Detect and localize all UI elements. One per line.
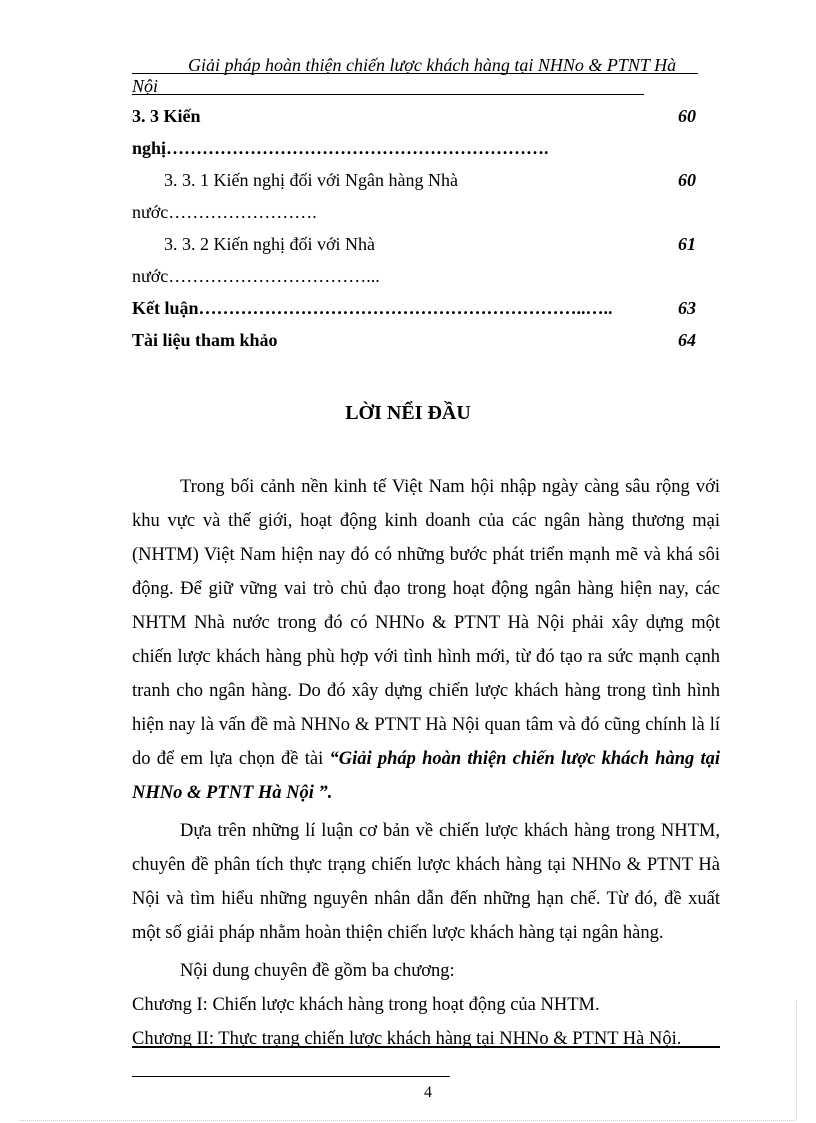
header-rule-2 <box>132 94 644 95</box>
toc-entry-3-3-page: 60 <box>678 106 696 126</box>
chapter-1-line: Chương I: Chiến lược khách hàng trong hoạt động của NHTM. <box>132 995 600 1015</box>
toc-entry-3-3-title: 3. 3 Kiến <box>132 106 201 126</box>
page-edge-right <box>796 1000 797 1120</box>
running-header-line2: Nội <box>132 76 159 96</box>
chapter-2-line: Chương II: Thực trạng chiến lược khách hàng tại NHNo & PTNT Hà Nội. <box>132 1029 682 1049</box>
toc-entry-3-3-2-page: 61 <box>678 234 696 254</box>
toc-entry-3-3-2-leader: nước……………………………... <box>132 266 380 286</box>
toc-entry-3-3-1-leader: nước……………………. <box>132 202 317 222</box>
toc-entry-3-3-1-page: 60 <box>678 170 696 190</box>
page-number: 4 <box>424 1084 432 1101</box>
footer-rule-short <box>132 1076 450 1077</box>
running-header-line1: Giải pháp hoàn thiện chiến lược khách hàng tại NHNo & PTNT Hà <box>188 55 677 75</box>
toc-entry-tai-lieu: Tài liệu tham khảo <box>132 330 278 350</box>
paragraph-2: Dựa trên những lí luận cơ bản về chiến lược khách hàng trong NHTM, chuyên đề phân tích thực trạng chiến lược khách hàng tại NHNo & PTNT Hà Nội và tìm hiểu những nguyên nhân dẫn đến những hạn chế. Từ đó, đề xuất một số giải pháp nhằm hoàn thiện chiến lược khách hàng tại ngân hàng. <box>132 821 720 943</box>
paragraph-1 <box>132 470 720 810</box>
toc-entry-3-3-1-title: 3. 3. 1 Kiến nghị đối với Ngân hàng Nhà <box>164 170 458 190</box>
footer-rule <box>132 1046 720 1048</box>
toc-entry-3-3-2-title: 3. 3. 2 Kiến nghị đối với Nhà <box>164 234 375 254</box>
toc-entry-ket-luan: Kết luận………………………………………………………..….. <box>132 298 613 318</box>
body-text <box>132 470 720 1056</box>
section-title: LỜI NỂI ĐẦU <box>345 402 471 424</box>
toc-entry-ket-luan-page: 63 <box>678 298 696 318</box>
header-rule <box>132 73 698 74</box>
toc-entry-tai-lieu-page: 64 <box>678 330 696 350</box>
paragraph-3: Nội dung chuyên đề gồm ba chương: <box>180 961 455 981</box>
paragraph-1-text: Trong bối cảnh nền kinh tế Việt Nam hội nhập ngày càng sâu rộng với khu vực và thế giới, hoạt động kinh doanh của các ngân hàng thương mại (NHTM) Việt Nam hiện nay đó có những bước phát triển mạnh mẽ và khá sôi động. Để giữ vững vai trò chủ đạo trong hoạt động ngân hàng hiện nay, các NHTM Nhà nước trong đó có NHNo & PTNT Hà Nội phải xây dựng một chiến lược khách hàng phù hợp với tình hình mới, từ đó tạo ra sức mạnh cạnh tranh cho ngân hàng. Do đó xây dựng chiến lược khách hàng trong tình hình hiện nay là vấn đề mà NHNo & PTNT Hà Nội quan tâm và đó cũng chính là lí do để em lựa chọn đề tài <box>132 477 720 769</box>
thesis-topic: “Giải pháp hoàn thiện chiến lược khách hàng tại NHNo & PTNT Hà Nội ”. <box>132 749 720 803</box>
page-edge-bottom <box>20 1120 796 1121</box>
toc-entry-3-3-leader: nghị………………………………………………………. <box>132 138 549 158</box>
